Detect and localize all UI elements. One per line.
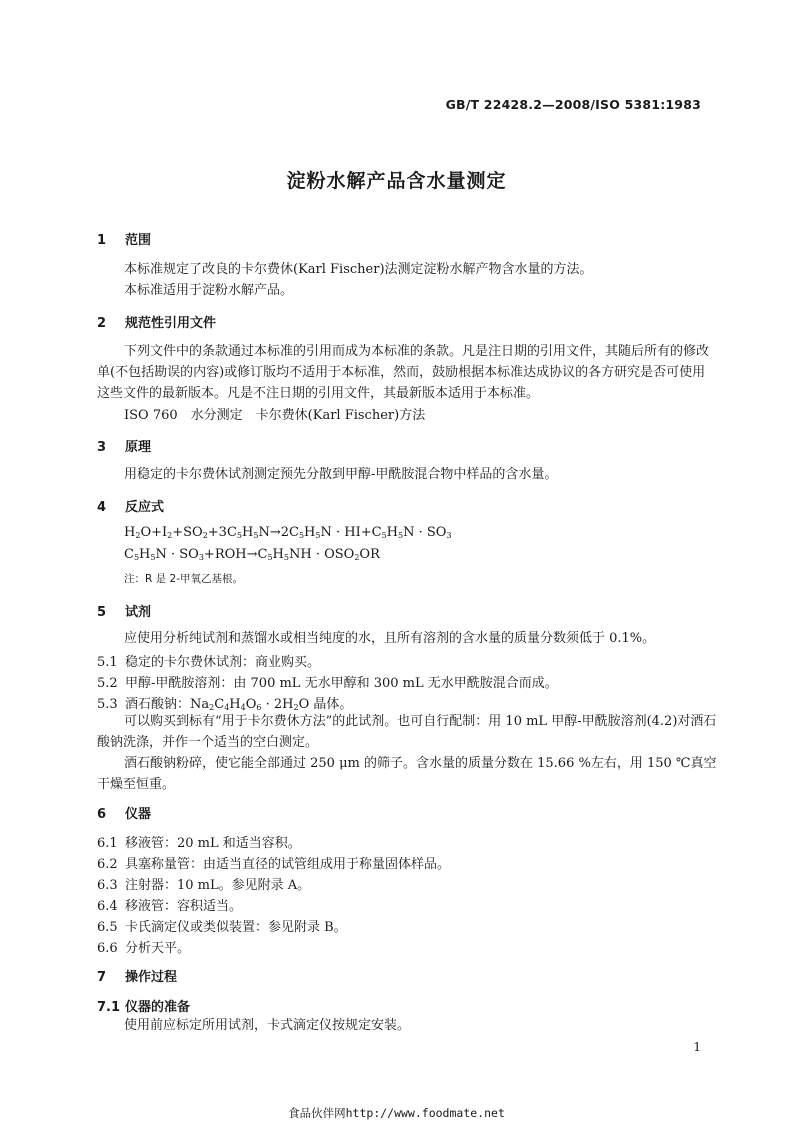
- list-item: 6.1 移液管：20 mL 和适当容积。: [97, 836, 301, 851]
- section-1-heading: [97, 229, 151, 248]
- section-title: 操作过程: [125, 970, 178, 985]
- section-6-heading: [97, 803, 151, 822]
- reference-title: 水分测定 卡尔费休(Karl Fischer)方法: [190, 408, 426, 423]
- paragraph: 本标准适用于淀粉水解产品。: [124, 283, 294, 298]
- list-item: 5.2 甲醇-甲酰胺溶剂：由 700 mL 无水甲醇和 300 mL 无水甲酰胺混合而成。: [97, 676, 558, 691]
- section-title: 原理: [125, 440, 152, 455]
- list-item: 6.6 分析天平。: [97, 941, 191, 956]
- section-number: 1: [97, 233, 107, 248]
- section-number: 4: [97, 500, 107, 515]
- section-title: 规范性引用文件: [125, 316, 217, 331]
- section-5-heading: [97, 601, 151, 620]
- paragraph: 应使用分析纯试剂和蒸馏水或相当纯度的水，且所有溶剂的含水量的质量分数须低于 0.1%。: [124, 631, 656, 646]
- list-item: 6.5 卡氏滴定仪或类似装置：参见附录 B。: [97, 920, 347, 935]
- section-number: 2: [97, 316, 107, 331]
- paragraph: 酒石酸钠粉碎，使它能全部通过 250 μm 的筛子。含水量的质量分数在 15.66 %左右，用 150 ℃真空干燥至恒重。: [97, 756, 717, 792]
- section-number: 6: [97, 807, 107, 822]
- page-number: 1: [693, 1040, 701, 1054]
- formula-note: 注：R 是 2-甲氧乙基根。: [124, 573, 243, 585]
- paragraph: 用稳定的卡尔费休试剂测定预先分散到甲醇-甲酰胺混合物中样品的含水量。: [124, 467, 558, 482]
- list-item: 5.3 酒石酸钠：$Na_2C_4H_4O_6 \cdot 2H_2O$ 晶体。: [97, 697, 353, 712]
- paragraph: 本标准规定了改良的卡尔费休(Karl Fischer)法测定淀粉水解产物含水量的方法。: [124, 262, 593, 277]
- reference-code: ISO 760: [124, 408, 178, 423]
- section-title: 仪器: [125, 807, 152, 822]
- section-7-heading: [97, 966, 177, 985]
- list-item: 6.2 具塞称量管：由适当直径的试管组成用于称量固体样品。: [97, 857, 451, 872]
- paragraph: 下列文件中的条款通过本标准的引用而成为本标准的条款。凡是注日期的引用文件，其随后所有的修改单(不包括勘误的内容)或修订版均不适用于本标准，然而，鼓励根据本标准达成协议的各方研究是否可使用这些文件的最新版本。凡是不注日期的引用文件，其最新版本适用于本标准。: [97, 344, 710, 401]
- standard-code: GB/T 22428.2—2008/ISO 5381:1983: [445, 97, 701, 112]
- list-item: 5.1 稳定的卡尔费休试剂：商业购买。: [97, 655, 321, 670]
- paragraph: 可以购买到标有“用于卡尔费休方法”的此试剂。也可自行配制：用 10 mL 甲醇-甲酰胺溶剂(4.2)对酒石酸钠洗涤，并作一个适当的空白测定。: [97, 714, 717, 750]
- reaction-formula-1: $H_2O+I_2+SO_2+3C_5H_5N\to 2C_5H_5N \cdot HI+C_5H_5N \cdot SO_3$: [124, 525, 452, 540]
- list-item: 6.3 注射器：10 mL。参见附录 A。: [97, 878, 311, 893]
- section-title: 范围: [125, 233, 152, 248]
- section-3-heading: [97, 436, 151, 455]
- section-2-heading: [97, 312, 216, 331]
- section-number: 3: [97, 440, 107, 455]
- section-title: 反应式: [125, 500, 165, 515]
- subsection-heading: 7.1 仪器的准备: [97, 1000, 191, 1015]
- list-item: 6.4 移液管：容积适当。: [97, 899, 243, 914]
- document-title: 淀粉水解产品含水量测定: [286, 170, 507, 192]
- section-number: 7: [97, 970, 107, 985]
- paragraph: 使用前应标定所用试剂，卡式滴定仪按规定安装。: [124, 1018, 411, 1033]
- footer-watermark: 食品伙伴网http://www.foodmate.net: [288, 1106, 505, 1120]
- reaction-formula-2: $C_5H_5N \cdot SO_3+ROH\to C_5H_5NH \cdot OSO_2OR$: [124, 547, 380, 562]
- section-title: 试剂: [125, 605, 152, 620]
- normative-reference: [124, 405, 425, 426]
- section-number: 5: [97, 605, 107, 620]
- section-4-heading: [97, 496, 164, 515]
